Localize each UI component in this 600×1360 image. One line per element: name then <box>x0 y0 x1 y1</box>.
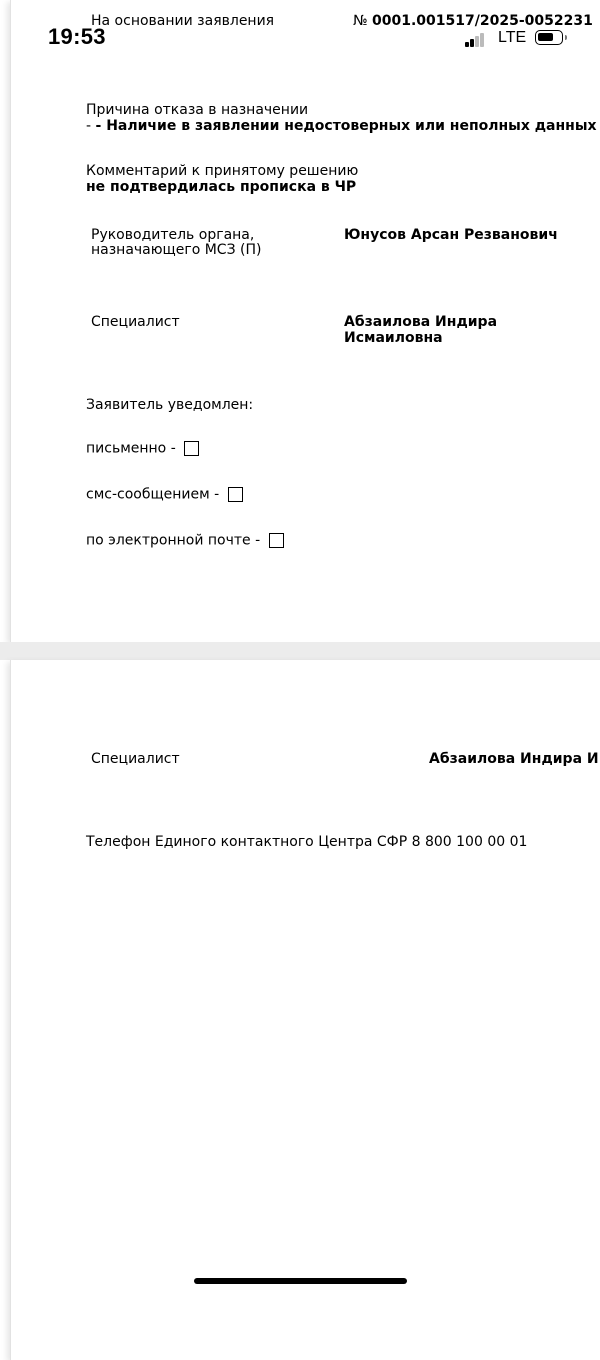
network-type: LTE <box>498 29 527 46</box>
status-time: 19:53 <box>48 24 106 49</box>
refusal-reason-value: - Наличие в заявлении недостоверных или неполных данных <box>95 118 597 134</box>
notify-email-checkbox[interactable] <box>269 533 284 548</box>
specialist-name-line2: Исмаиловна <box>344 330 443 346</box>
home-indicator[interactable] <box>194 1278 407 1284</box>
head-name: Юнусов Арсан Резванович <box>344 227 558 243</box>
comment-value: не подтвердилась прописка в ЧР <box>86 179 357 195</box>
phone-line: Телефон Единого контактного Центра СФР 8 800 100 00 01 <box>86 834 528 850</box>
refusal-reason-prefix: - <box>86 118 96 134</box>
basis-label: На основании заявления <box>91 13 275 29</box>
signal-bars-icon <box>465 34 491 47</box>
document-page-2 <box>10 660 600 1360</box>
page2-specialist-label: Специалист <box>91 751 180 767</box>
notify-written-checkbox[interactable] <box>184 441 199 456</box>
application-number-prefix: № <box>353 13 368 29</box>
notify-sms-row <box>86 487 243 503</box>
document-page-1 <box>10 0 600 642</box>
notified-label: Заявитель уведомлен: <box>86 397 254 413</box>
specialist-label: Специалист <box>91 314 180 330</box>
page2-specialist-name: Абзаилова Индира И <box>429 751 599 767</box>
notify-written-row <box>86 441 199 457</box>
notify-sms-label: смс-сообщением - <box>86 486 220 503</box>
application-number-value: 0001.001517/2025-0052231 <box>372 13 593 29</box>
application-number <box>353 14 593 29</box>
refusal-reason <box>86 119 597 134</box>
notify-written-label: письменно - <box>86 440 176 457</box>
refusal-reason-label: Причина отказа в назначении <box>86 102 309 118</box>
page-separator <box>0 642 600 660</box>
notify-sms-checkbox[interactable] <box>228 487 243 502</box>
specialist-name-line1: Абзаилова Индира <box>344 314 498 330</box>
comment-label: Комментарий к принятому решению <box>86 163 359 179</box>
notify-email-label: по электронной почте - <box>86 532 261 549</box>
battery-icon <box>535 30 563 45</box>
head-label-line1: Руководитель органа, <box>91 227 255 243</box>
head-label-line2: назначающего МСЗ (П) <box>91 242 262 258</box>
notify-email-row <box>86 533 284 549</box>
